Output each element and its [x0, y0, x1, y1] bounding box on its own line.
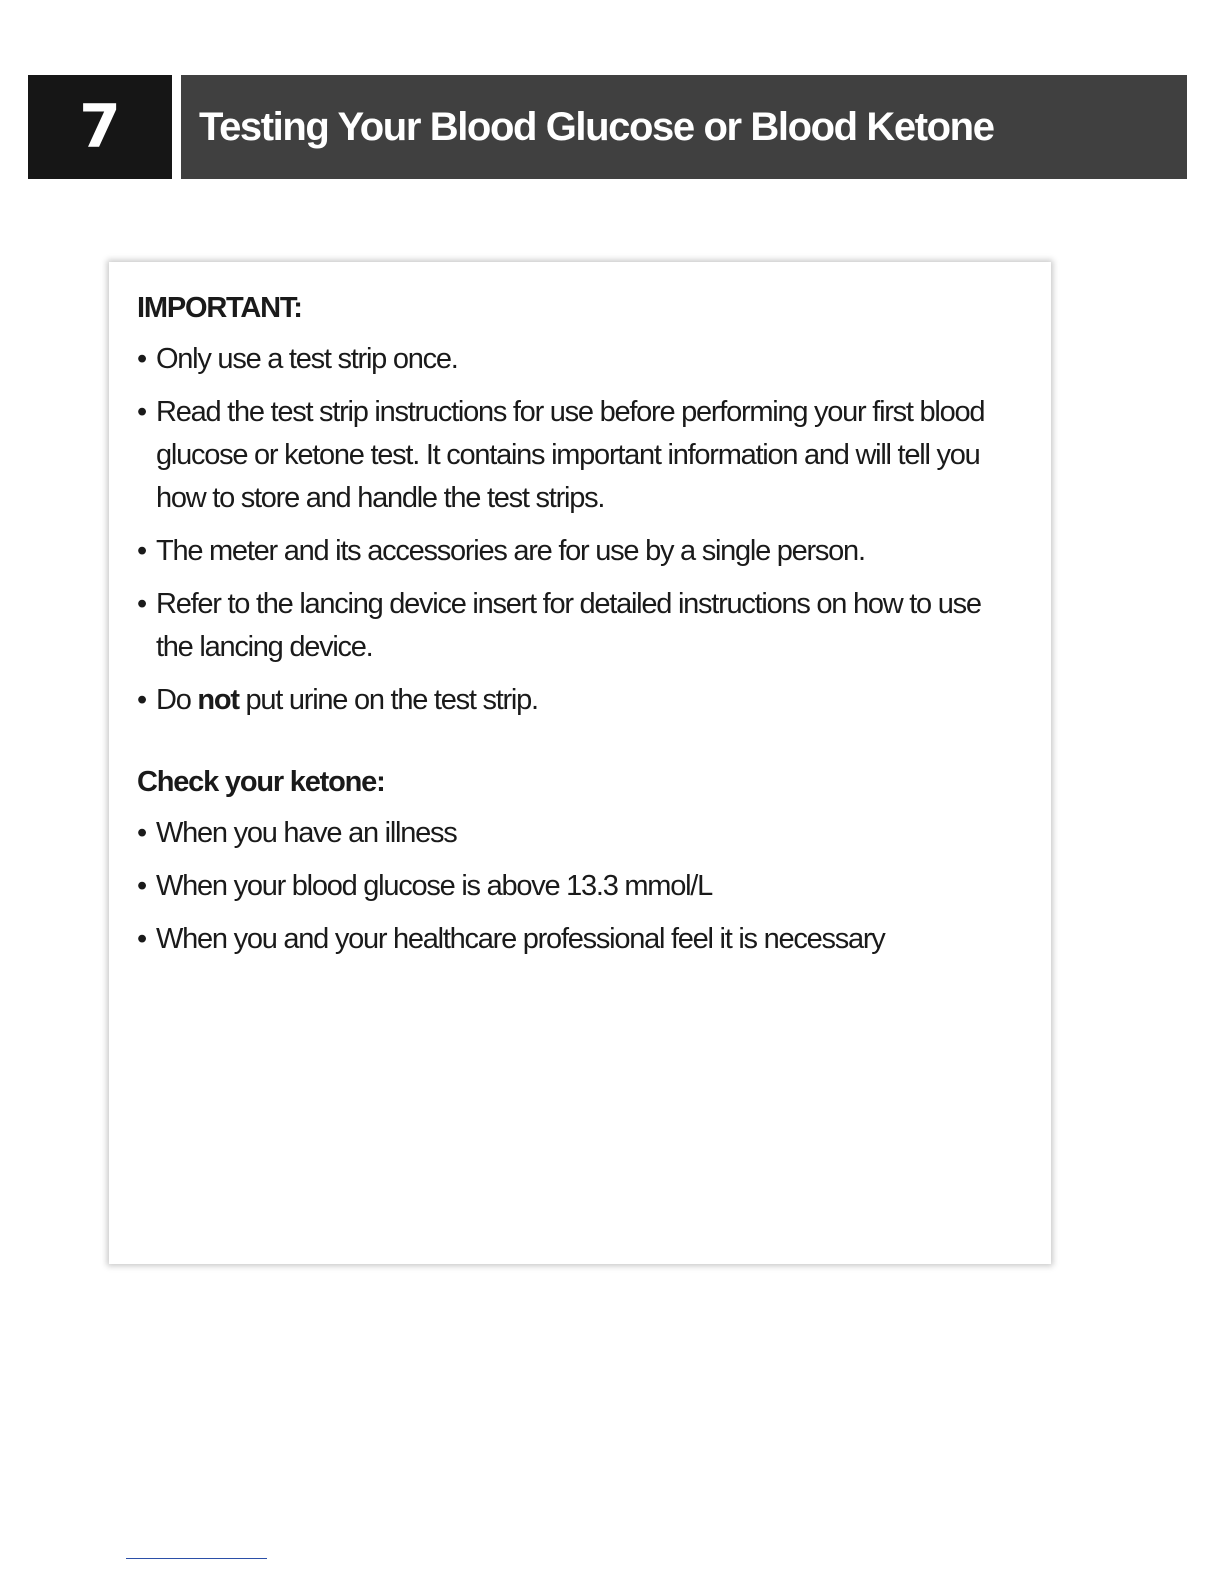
- ketone-check-heading: Check your ketone:: [137, 766, 385, 798]
- list-item-text: When your blood glucose is above 13.3 mmol/L: [156, 870, 712, 902]
- list-item: [137, 918, 1023, 961]
- list-item: [137, 679, 1023, 722]
- list-item-text: Only use a test strip once.: [156, 343, 458, 375]
- list-item-text: The meter and its accessories are for use by a single person.: [156, 535, 865, 567]
- list-item-text: When you have an illness: [156, 817, 457, 849]
- list-item: [137, 530, 1023, 573]
- bullet-dot-icon: •: [137, 817, 146, 849]
- important-heading: IMPORTANT:: [137, 292, 302, 324]
- ketone-check-list: [137, 812, 1023, 961]
- bullet-dot-icon: •: [137, 535, 146, 567]
- chapter-number-box: [28, 75, 172, 179]
- bullet-dot-icon: •: [137, 870, 146, 902]
- list-item-text-before: Do: [156, 684, 198, 716]
- info-panel: [109, 262, 1051, 1264]
- chapter-title: Testing Your Blood Glucose or Blood Ketone: [199, 104, 994, 149]
- list-item-text: Refer to the lancing device insert for detailed instructions on how to use the lancing device.: [156, 588, 981, 663]
- bullet-dot-icon: •: [137, 396, 146, 428]
- list-item-text: When you and your healthcare professional feel it is necessary: [156, 923, 885, 955]
- list-item-text-after: put urine on the test strip.: [238, 684, 538, 716]
- bullet-dot-icon: •: [137, 923, 146, 955]
- list-item: [137, 583, 1023, 669]
- bullet-dot-icon: •: [137, 343, 146, 375]
- list-item-text: Read the test strip instructions for use before performing your first blood glucose or ketone test. It contains important information and will tell you how to store and handle the test strips.: [156, 396, 985, 514]
- important-list: [137, 338, 1023, 722]
- footer-rule: [126, 1558, 267, 1559]
- list-item: [137, 865, 1023, 908]
- chapter-title-bar: [181, 75, 1187, 179]
- list-item: [137, 338, 1023, 381]
- chapter-number: 7: [79, 92, 121, 162]
- bullet-dot-icon: •: [137, 684, 146, 716]
- list-item-emphasis: not: [197, 684, 239, 716]
- bullet-dot-icon: •: [137, 588, 146, 620]
- list-item: [137, 812, 1023, 855]
- list-item: [137, 391, 1023, 520]
